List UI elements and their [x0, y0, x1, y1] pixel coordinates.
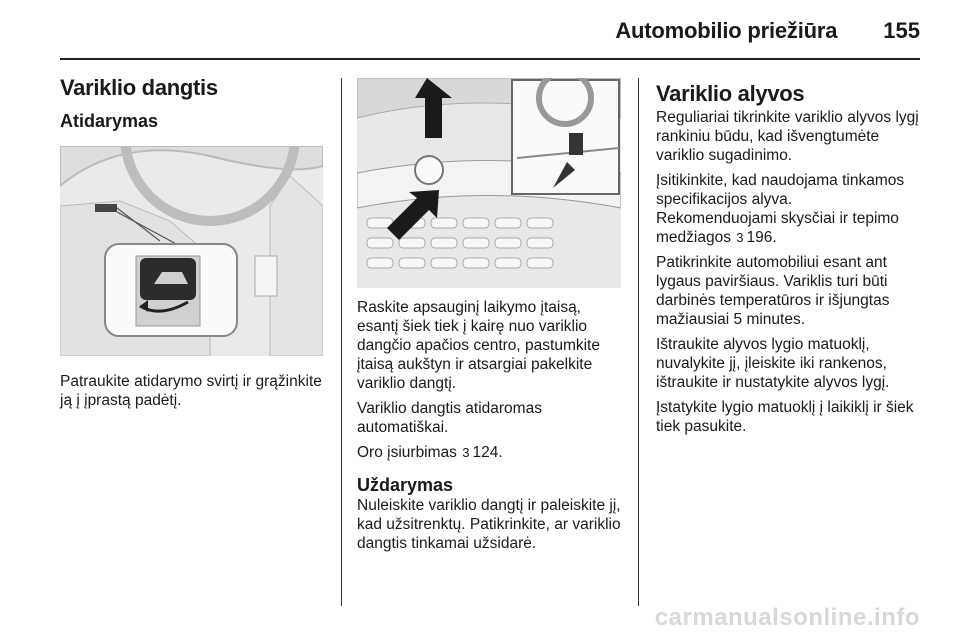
- page-number: 155: [883, 18, 920, 43]
- recommended-fluids-reference: Rekomenduojami skysčiai ir tepimo medžiagos 3 196.: [656, 210, 899, 246]
- safety-catch-instruction: Raskite apsauginį laikymo įtaisą, esantį šiek tiek į kairę nuo variklio dangčio apačios centro, pastumkite įtaisą aukštyn ir atsargiai pakelkite variklio dangtį.: [357, 299, 600, 392]
- oil-spec-note: Įsitikinkite, kad naudojama tinkamos specifikacijos alyva.: [656, 172, 905, 208]
- section-title: Automobilio priežiūra: [615, 18, 838, 43]
- section-heading: Variklio dangtis: [60, 75, 218, 100]
- middle-column: [357, 298, 622, 559]
- oil-check-intro: Reguliariai tikrinkite variklio alyvos lygį rankiniu būdu, kad išvengtumėte variklio sugadinimo.: [656, 109, 919, 164]
- right-column: [656, 80, 926, 442]
- dipstick-procedure: Ištraukite alyvos lygio matuoklį, nuvalykite jį, įleiskite iki rankenos, ištraukite ir nustatykite alyvos lygį.: [656, 336, 890, 391]
- closing-instruction: Nuleiskite variklio dangtį ir paleiskite jį, kad užsitrenktų. Patikrinkite, ar variklio dangtis tinkamai užsidarė.: [357, 497, 621, 552]
- air-intake-reference: Oro įsiurbimas 3 124.: [357, 444, 503, 461]
- auto-open-note: Variklio dangtis atidaromas automatiškai.: [357, 400, 542, 436]
- header-rule: [60, 58, 920, 60]
- page-header: [615, 18, 920, 48]
- engine-oil-heading: Variklio alyvos: [656, 81, 805, 106]
- subsection-heading: Atidarymas: [60, 111, 159, 131]
- left-column: [60, 74, 330, 132]
- dipstick-reinsert: Įstatykite lygio matuoklį į laikiklį ir šiek tiek pasukite.: [656, 399, 914, 435]
- hood-safety-catch-illustration: [357, 78, 621, 288]
- watermark: carmanualsonline.info: [654, 604, 920, 631]
- oil-check-conditions: Patikrinkite automobiliui esant ant lygaus paviršiaus. Variklis turi būti darbinės temperatūros ir išjungtas mažiausiai 5 minutes.: [656, 254, 890, 328]
- left-paragraph: [60, 372, 330, 416]
- closing-subheading: Uždarymas: [357, 475, 454, 495]
- column-divider: [341, 78, 342, 606]
- cross-reference-icon: 3: [462, 445, 470, 460]
- hood-release-instruction: Patraukite atidarymo svirtį ir grąžinkite ją į įprastą padėtį.: [60, 373, 322, 409]
- cross-reference-icon: 3: [736, 230, 744, 245]
- column-divider: [638, 78, 639, 606]
- hood-release-lever-illustration: [60, 146, 323, 356]
